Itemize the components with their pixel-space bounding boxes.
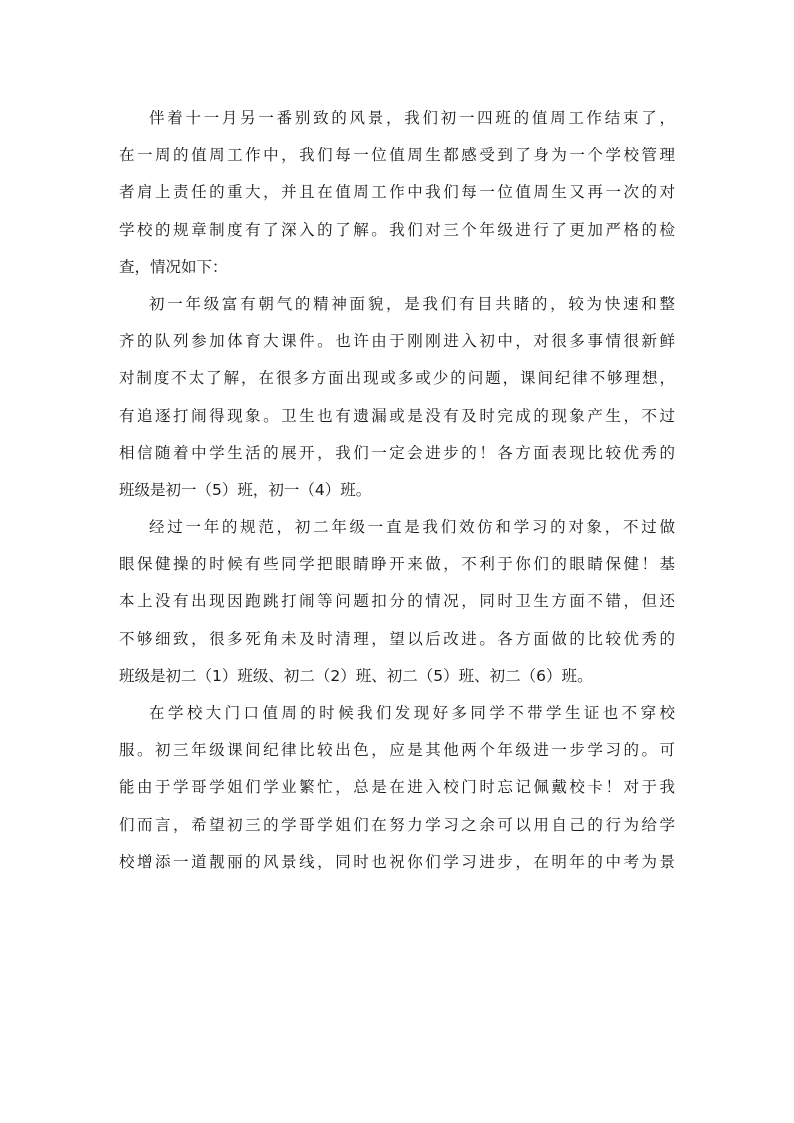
text-line: 能由于学哥学姐们学业繁忙，总是在进入校门时忘记佩戴校卡！对于我	[119, 778, 675, 797]
text-line: 在一周的值周工作中，我们每一位值周生都感受到了身为一个学校管理	[119, 146, 675, 165]
text-line: 学校的规章制度有了深入的了解。我们对三个年级进行了更加严格的检	[119, 220, 675, 239]
text-line: 伴着十一月另一番别致的风景，我们初一四班的值周工作结束了，	[149, 109, 675, 127]
text-line: 相信随着中学生活的展开，我们一定会进步的！各方面表现比较优秀的	[119, 443, 675, 462]
text-line: 查，情况如下：	[119, 257, 228, 276]
text-line: 经过一年的规范，初二年级一直是我们效仿和学习的对象，不过做	[149, 518, 675, 537]
text-line: 眼保健操的时候有些同学把眼睛睁开来做，不利于你们的眼睛保健！基	[119, 555, 675, 574]
text-line: 班级是初二（1）班级、初二（2）班、初二（5）班、初二（6）班。	[119, 666, 593, 685]
text-line: 有追逐打闹得现象。卫生也有遗漏或是没有及时完成的现象产生，不过	[119, 406, 675, 425]
text-line: 校增添一道靓丽的风景线，同时也祝你们学习进步，在明年的中考为景	[119, 852, 675, 871]
text-line: 在学校大门口值周的时候我们发现好多同学不带学生证也不穿校	[149, 704, 675, 722]
text-line: 本上没有出现因跑跳打闹等问题扣分的情况，同时卫生方面不错，但还	[119, 592, 675, 611]
text-line: 不够细致，很多死角未及时清理，望以后改进。各方面做的比较优秀的	[119, 629, 675, 648]
document-body	[119, 100, 675, 881]
text-line: 服。初三年级课间纪律比较出色，应是其他两个年级进一步学习的。可	[119, 741, 675, 760]
text-line: 班级是初一（5）班，初一（4）班。	[119, 480, 372, 499]
text-line: 对制度不太了解，在很多方面出现或多或少的问题，课间纪律不够理想，	[119, 369, 675, 388]
text-line: 齐的队列参加体育大课件。也许由于刚刚进入初中，对很多事情很新鲜	[119, 332, 675, 351]
text-line: 们而言，希望初三的学哥学姐们在努力学习之余可以用自己的行为给学	[119, 815, 675, 834]
text-line: 初一年级富有朝气的精神面貌，是我们有目共睹的，较为快速和整	[149, 294, 675, 313]
text-line: 者肩上责任的重大，并且在值周工作中我们每一位值周生又再一次的对	[119, 183, 675, 202]
